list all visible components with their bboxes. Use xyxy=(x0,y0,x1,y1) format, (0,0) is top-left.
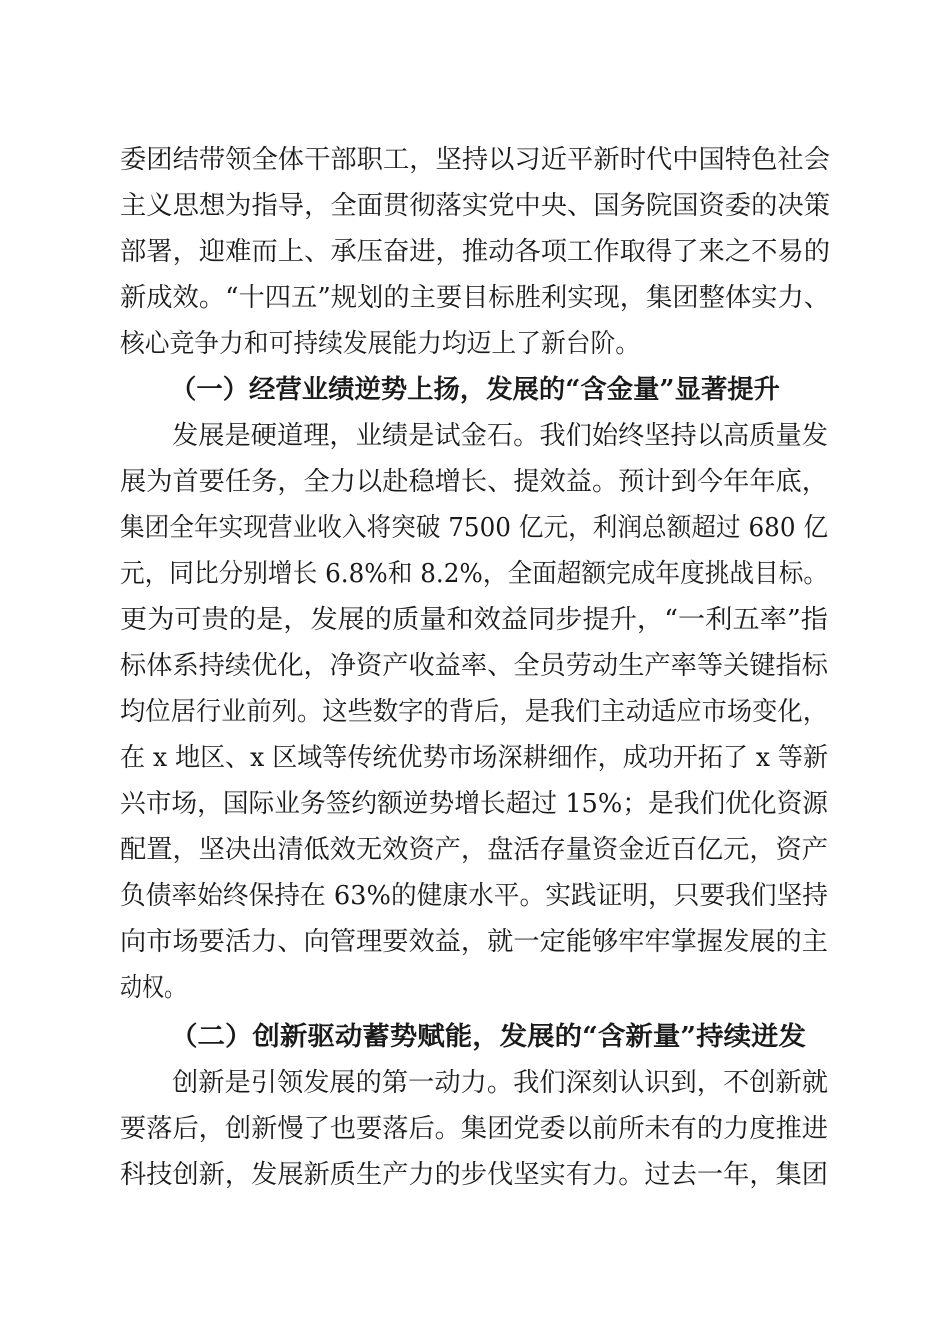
text-line xyxy=(0,551,950,597)
line-text: 展为首要任务，全力以赴稳增长、提效益。预计到今年年底， xyxy=(120,467,828,497)
line-text: 科技创新，发展新质生产力的步伐坚实有力。过去一年，集团 xyxy=(120,1160,828,1190)
line-text: 更为可贵的是，发展的质量和效益同步提升，“一利五率”指 xyxy=(120,605,828,635)
text-line xyxy=(0,919,950,965)
text-line xyxy=(0,597,950,643)
line-text: 动权。 xyxy=(120,973,186,1003)
text-line xyxy=(0,1060,950,1106)
line-text: 发展是硬道理，业绩是试金石。我们始终坚持以高质量发 xyxy=(172,421,828,451)
line-text: 配置，坚决出清低效无效资产，盘活存量资金近百亿元，资产 xyxy=(120,835,828,865)
text-line xyxy=(0,137,950,183)
line-text: 兴市场，国际业务签约额逆势增长超过 15%；是我们优化资源 xyxy=(120,789,828,819)
text-line xyxy=(0,229,950,275)
text-line xyxy=(0,873,950,919)
text-line xyxy=(0,275,950,321)
line-text: 要落后，创新慢了也要落后。集团党委以前所未有的力度推进 xyxy=(120,1114,828,1144)
section-heading xyxy=(0,367,950,413)
text-line xyxy=(0,1106,950,1152)
text-line xyxy=(0,183,950,229)
line-text: 创新是引领发展的第一动力。我们深刻认识到，不创新就 xyxy=(172,1068,828,1098)
text-line xyxy=(0,781,950,827)
line-text: 负债率始终保持在 63%的健康水平。实践证明，只要我们坚持 xyxy=(120,881,828,911)
heading-text: （二）创新驱动蓄势赋能，发展的“含新量”持续迸发 xyxy=(170,1022,806,1052)
text-line xyxy=(0,321,950,367)
line-text: 标体系持续优化，净资产收益率、全员劳动生产率等关键指标 xyxy=(120,651,828,681)
text-line xyxy=(0,459,950,505)
line-text: 委团结带领全体干部职工，坚持以习近平新时代中国特色社会 xyxy=(120,145,830,175)
line-text: 元，同比分别增长 6.8%和 8.2%，全面超额完成年度挑战目标。 xyxy=(120,559,828,589)
text-line xyxy=(0,735,950,781)
section-heading xyxy=(0,1014,950,1060)
text-line xyxy=(0,827,950,873)
line-text: 均位居行业前列。这些数字的背后，是我们主动适应市场变化， xyxy=(120,697,828,727)
line-text: 集团全年实现营业收入将突破 7500 亿元，利润总额超过 680 亿 xyxy=(120,513,828,543)
text-line xyxy=(0,413,950,459)
line-text: 部署，迎难而上、承压奋进，推动各项工作取得了来之不易的 xyxy=(120,237,830,267)
text-line xyxy=(0,689,950,735)
line-text: 新成效。“十四五”规划的主要目标胜利实现，集团整体实力、 xyxy=(120,283,830,313)
text-line xyxy=(0,1152,950,1198)
line-text: 向市场要活力、向管理要效益，就一定能够牢牢掌握发展的主 xyxy=(120,927,828,957)
text-line xyxy=(0,643,950,689)
line-text: 主义思想为指导，全面贯彻落实党中央、国务院国资委的决策 xyxy=(120,191,830,221)
text-line xyxy=(0,965,950,1011)
heading-text: （一）经营业绩逆势上扬，发展的“含金量”显著提升 xyxy=(170,375,780,405)
text-line xyxy=(0,505,950,551)
line-text: 核心竞争力和可持续发展能力均迈上了新台阶。 xyxy=(120,329,640,359)
line-text: 在 x 地区、x 区域等传统优势市场深耕细作，成功开拓了 x 等新 xyxy=(120,743,828,773)
